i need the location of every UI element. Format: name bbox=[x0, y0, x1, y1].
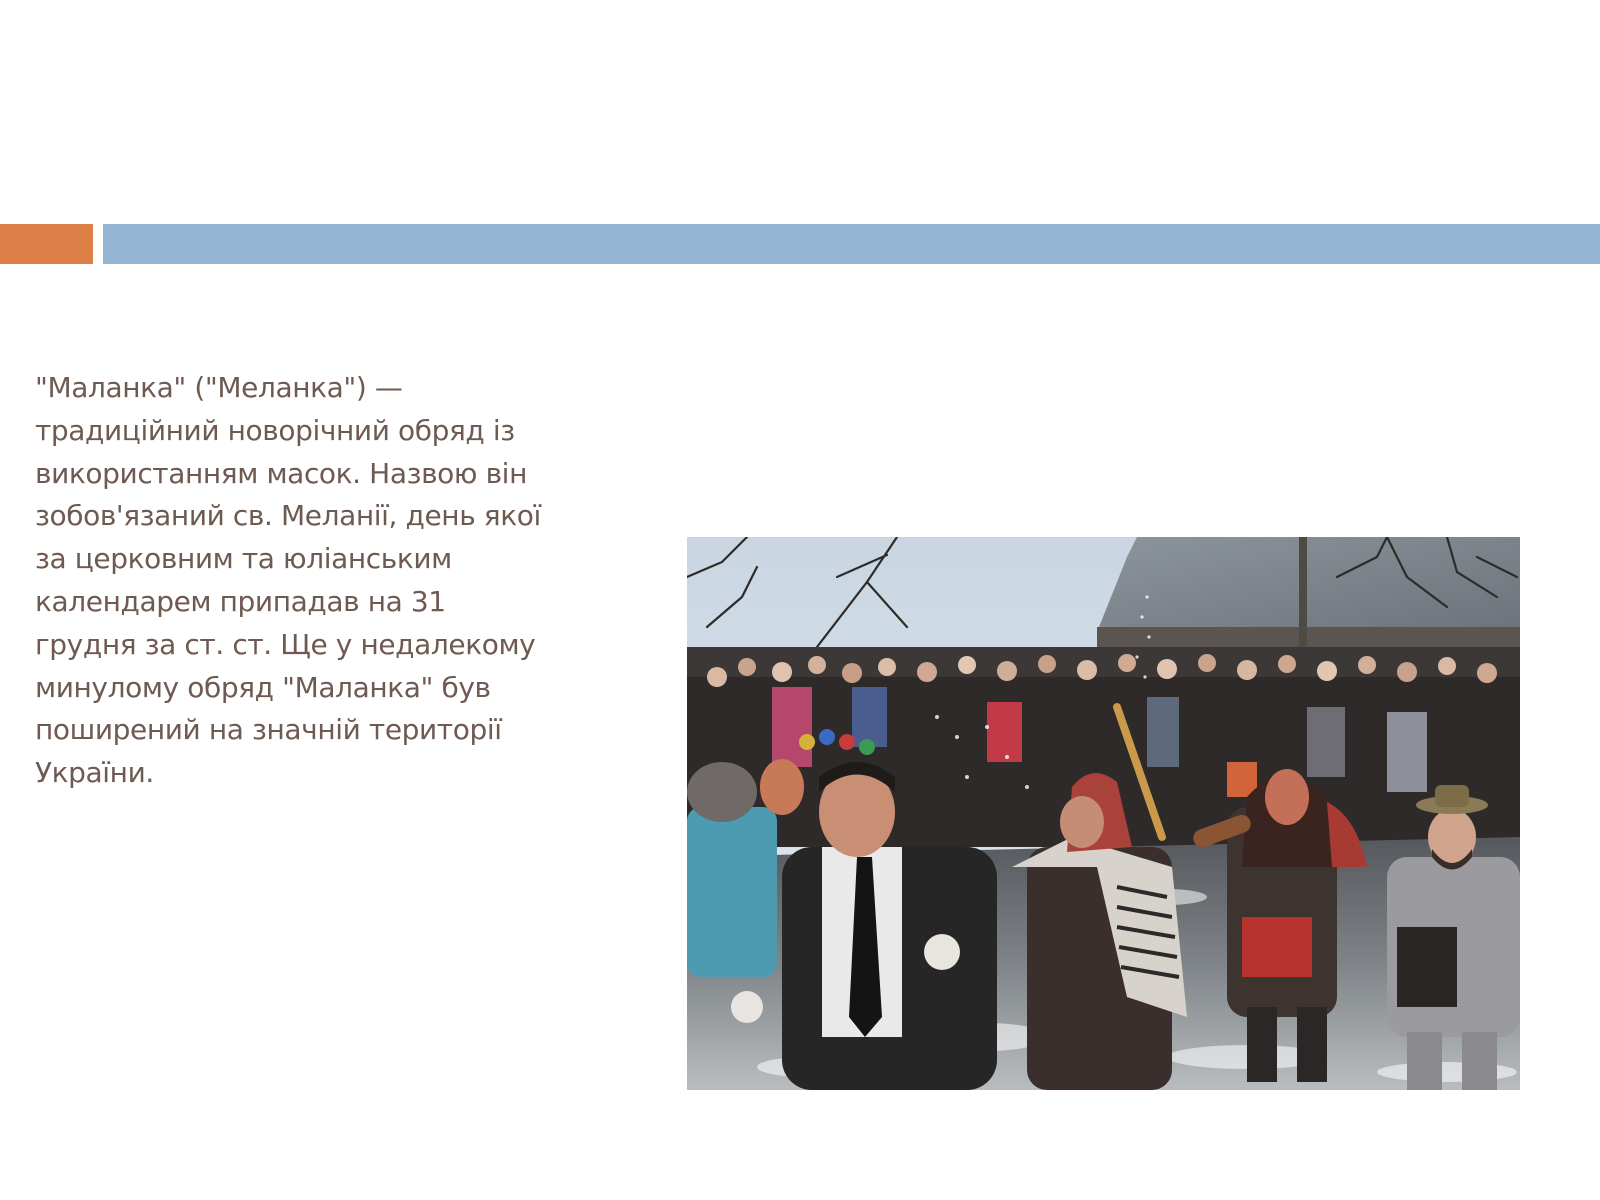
accent-bar-orange bbox=[0, 224, 93, 264]
malanka-photo bbox=[687, 537, 1520, 1090]
body-text: "Маланка" ("Меланка") — традиційний новорічний обряд із використанням масок. Назвою він зобов'язаний св. Меланії, день якої за церковним та юліанським календарем припадав на 31 грудня за ст. ст. Ще у недалекому минулому обряд "Маланка" був поширений на значній території України. bbox=[35, 371, 541, 790]
accent-bar-blue bbox=[103, 224, 1600, 264]
